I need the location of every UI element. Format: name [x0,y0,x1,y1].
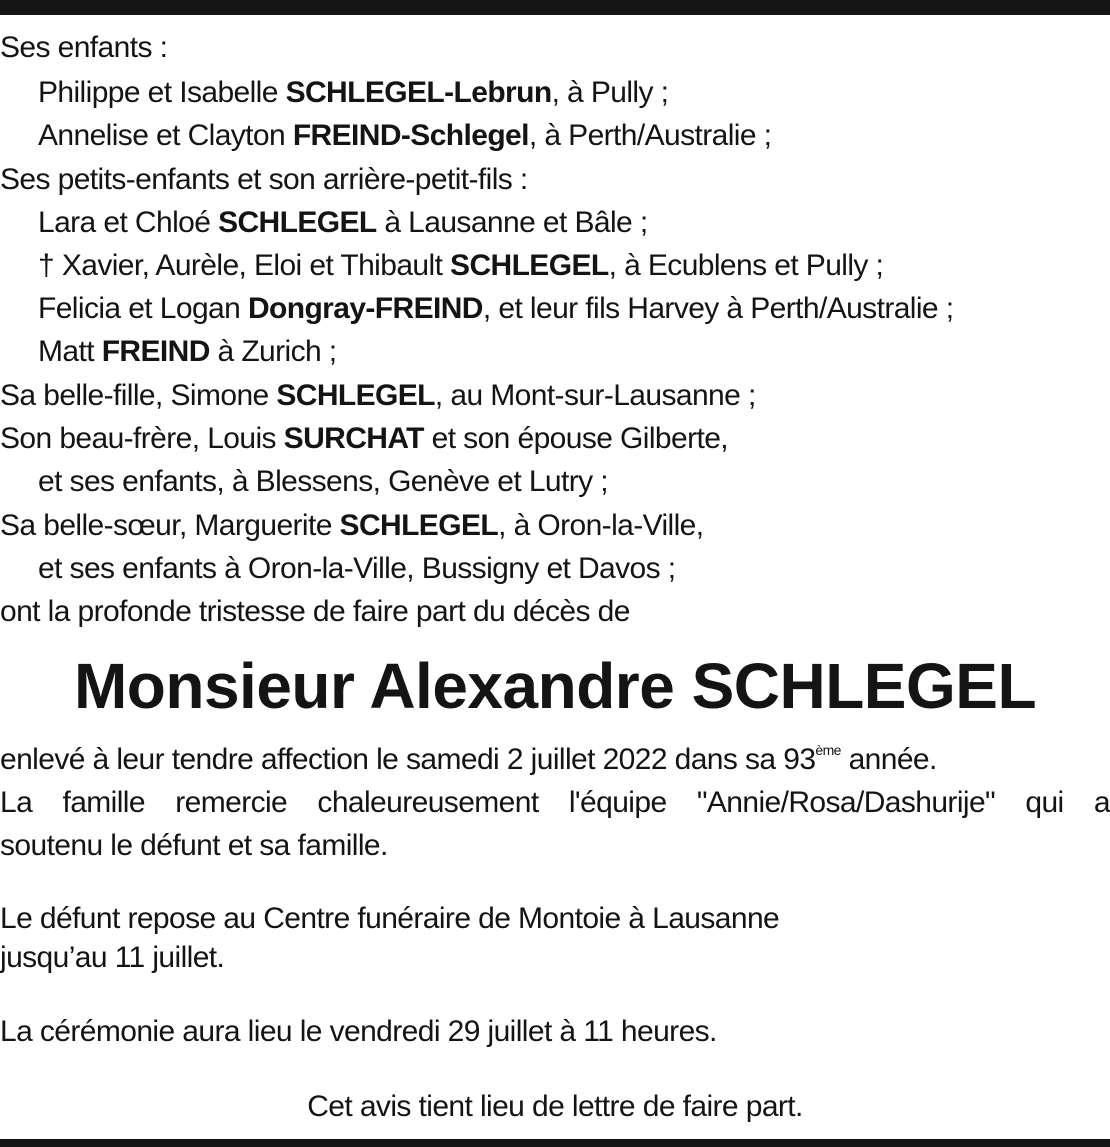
family-line-sister-in-law: Sa belle-sœur, Marguerite SCHLEGEL, à Oron-la-Ville, [0,509,704,542]
family-line-brother-in-law: Son beau-frère, Louis SURCHAT et son épouse Gilberte, [0,422,729,455]
bottom-rule [0,1139,1110,1147]
rest-line-2: jusqu’au 11 juillet. [0,941,225,974]
family-name: SCHLEGEL-Lebrun [285,76,552,109]
family-name: SCHLEGEL [276,379,435,412]
grandchildren-intro: Ses petits-enfants et son arrière-petit-fils : [0,163,528,196]
family-line-child-2: Annelise et Clayton FREIND-Schlegel, à Perth/Australie ; [38,119,772,152]
ceremony-line: La cérémonie aura lieu le vendredi 29 juillet à 11 heures. [0,1015,717,1048]
deceased-name: Monsieur Alexandre SCHLEGEL [73,650,1037,722]
top-rule [0,0,1110,15]
children-intro: Ses enfants : [0,31,168,64]
family-line-daughter-in-law: Sa belle-fille, Simone SCHLEGEL, au Mont-sur-Lausanne ; [0,379,756,412]
family-line-child-1: Philippe et Isabelle SCHLEGEL-Lebrun, à Pully ; [38,76,669,109]
announcement-line: ont la profonde tristesse de faire part du décès de [0,595,630,628]
rest-line-1: Le défunt repose au Centre funéraire de Montoie à Lausanne [0,902,780,935]
family-line-grandchild-2: † Xavier, Aurèle, Eloi et Thibault SCHLEGEL, à Ecublens et Pully ; [38,249,884,282]
family-name: SCHLEGEL [339,509,499,542]
family-name: SURCHAT [283,422,424,455]
family-line-grandchild-3: Felicia et Logan Dongray-FREIND, et leur fils Harvey à Perth/Australie ; [38,292,954,325]
family-name: Dongray-FREIND [247,292,483,325]
family-line-brother-in-law-children: et ses enfants, à Blessens, Genève et Lutry ; [38,465,608,498]
ordinal-suffix: ème [815,742,841,758]
thanks-line-2: soutenu le défunt et sa famille. [0,829,388,862]
family-name: FREIND-Schlegel [292,119,529,152]
family-line-sister-in-law-children: et ses enfants à Oron-la-Ville, Bussigny et Davos ; [38,552,676,585]
family-line-grandchild-4: Matt FREIND à Zurich ; [38,335,337,368]
family-name: SCHLEGEL [218,206,377,239]
death-statement: enlevé à leur tendre affection le samedi 2 juillet 2022 dans sa 93ème année. [0,742,937,776]
family-name: SCHLEGEL [450,249,609,282]
thanks-line-1: La famille remercie chaleureusement l'équipe "Annie/Rosa/Dashurije" qui a [0,786,1110,819]
closing-line: Cet avis tient lieu de lettre de faire part. [307,1090,803,1123]
family-line-grandchild-1: Lara et Chloé SCHLEGEL à Lausanne et Bâle ; [38,206,648,239]
family-name: FREIND [101,335,210,368]
